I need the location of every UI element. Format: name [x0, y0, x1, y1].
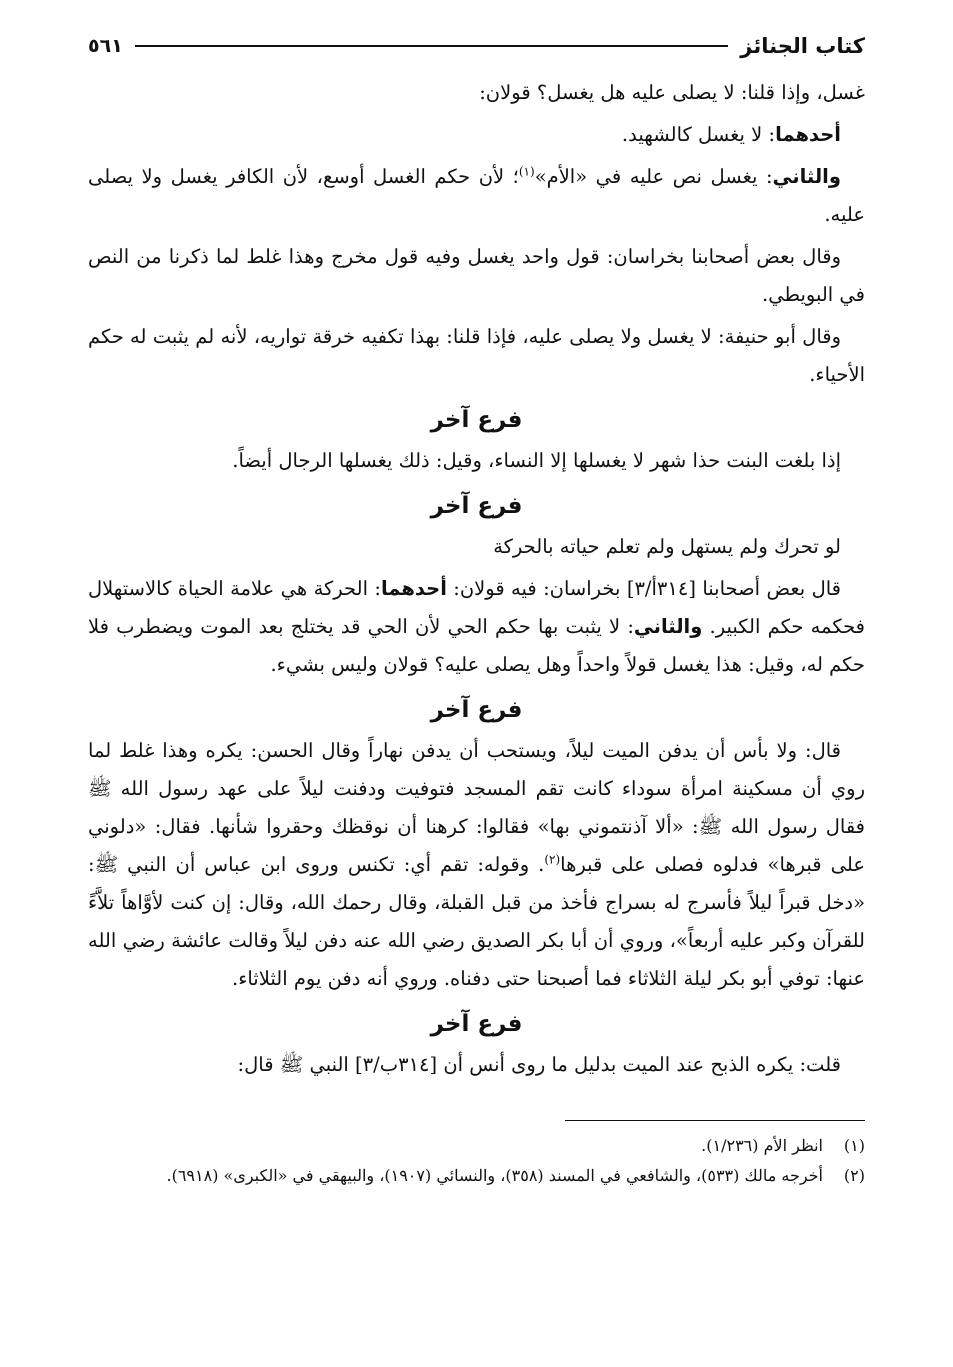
main-text — [88, 74, 865, 1084]
paragraph-8-lead-1: أحدهما — [380, 577, 447, 600]
footnotes — [88, 1131, 865, 1191]
footnote-separator — [565, 1120, 865, 1121]
page-header — [88, 26, 865, 66]
footnote-ref-1: (١) — [518, 164, 535, 179]
paragraph-6: إذا بلغت البنت حذا شهر لا يغسلها إلا النساء، وقيل: ذلك يغسلها الرجال أيضاً. — [232, 449, 841, 472]
footnote-text: انظر الأم (١/٢٣٦). — [701, 1136, 823, 1155]
footnote-1 — [88, 1131, 865, 1161]
paragraph-8-text-a: قال بعض أصحابنا [٣١٤أ/٣] بخراسان: فيه قولان: — [446, 577, 841, 600]
footnote-2 — [88, 1161, 865, 1191]
paragraph-8-lead-2: والثاني — [633, 615, 703, 638]
section-heading-4: فرع آخر — [430, 1011, 523, 1037]
footnote-number: (١) — [843, 1136, 865, 1155]
paragraph-9 — [88, 732, 865, 998]
paragraph-10: قلت: يكره الذبح عند الميت بدليل ما روى أنس أن [٣١٤ب/٣] النبي ﷺ قال: — [237, 1053, 841, 1076]
paragraph-1: غسل، وإذا قلنا: لا يصلى عليه هل يغسل؟ قولان: — [479, 81, 865, 104]
section-heading-3: فرع آخر — [430, 697, 523, 723]
section-heading-2: فرع آخر — [430, 493, 523, 519]
footnote-number: (٢) — [843, 1166, 865, 1185]
paragraph-2 — [88, 116, 865, 154]
paragraph-3 — [88, 158, 865, 234]
footnote-ref-2: (٢) — [544, 852, 561, 867]
paragraph-9-text-b: . وقوله: تقم أي: تكنس وروى ابن عباس أن النبي ﷺ: «دخل قبراً ليلاً فأسرج له بسراج فأخذ من قبل القبلة، وقال رحمك الله، وقال: إن كنت لأوَّاهاً تلاَّءً للقرآن وكبر عليه أربعاً»، وروي أن أبا بكر الصديق رضي الله عنه دفن ليلاً وقالت عائشة رضي الله عنها: توفي أبو بكر ليلة الثلاثاء فما أصبحنا حتى دفناه. وروي أنه دفن يوم الثلاثاء. — [88, 853, 865, 990]
paragraph-5: وقال أبو حنيفة: لا يغسل ولا يصلى عليه، فإذا قلنا: بهذا تكفيه خرقة تواريه، لأنه لم يثبت له حكم الأحياء. — [88, 325, 865, 386]
paragraph-3-lead: والثاني — [772, 165, 841, 188]
paragraph-3-text-b: ؛ لأن حكم الغسل أوسع، لأن الكافر يغسل ولا يصلى عليه. — [88, 165, 865, 226]
paragraph-3-text-a: : يغسل نص عليه في «الأم» — [534, 165, 773, 188]
paragraph-8 — [88, 570, 865, 684]
paragraph-9-text-a: قال: ولا بأس أن يدفن الميت ليلاً، ويستحب أن يدفن نهاراً وقال الحسن: يكره وهذا غلط لما روي أن مسكينة امرأة سوداء كانت تقم المسجد فتوفيت ودفنت ليلاً على عهد رسول الله ﷺ فقال رسول الله ﷺ: «ألا آذنتموني بها» فقالوا: كرهنا أن نوقظك وحقروا شأنها. فقال: «دلوني على قبرها» فدلوه فصلى على قبرها — [88, 739, 865, 876]
running-title: كتاب الجنائز — [740, 34, 865, 58]
footnote-text: أخرجه مالك (٥٣٣)، والشافعي في المسند (٣٥٨)، والنسائي (١٩٠٧)، والبيهقي في «الكبرى» (٦٩١٨). — [166, 1166, 823, 1185]
paragraph-2-text: : لا يغسل كالشهيد. — [621, 123, 776, 146]
paragraph-2-lead: أحدهما — [775, 123, 841, 146]
page-number: ٥٦١ — [88, 35, 123, 57]
paragraph-8-text-c: : لا يثبت بها حكم الحي لأن الحي قد يختلج بعد الموت ويضطرب فلا حكم له، وقيل: هذا يغسل قولاً واحداً وهل يصلى عليه؟ قولان وليس بشيء. — [88, 615, 865, 676]
paragraph-7: لو تحرك ولم يستهل ولم تعلم حياته بالحركة — [493, 535, 841, 558]
paragraph-4: وقال بعض أصحابنا بخراسان: قول واحد يغسل وفيه قول مخرج وهذا غلط لما ذكرنا من النص في البويطي. — [88, 245, 865, 306]
header-rule — [135, 45, 728, 47]
paragraph-8-text-b: : الحركة هي علامة الحياة كالاستهلال فحكمه حكم الكبير. — [88, 577, 865, 638]
book-page — [88, 26, 865, 1191]
section-heading-1: فرع آخر — [430, 407, 523, 433]
